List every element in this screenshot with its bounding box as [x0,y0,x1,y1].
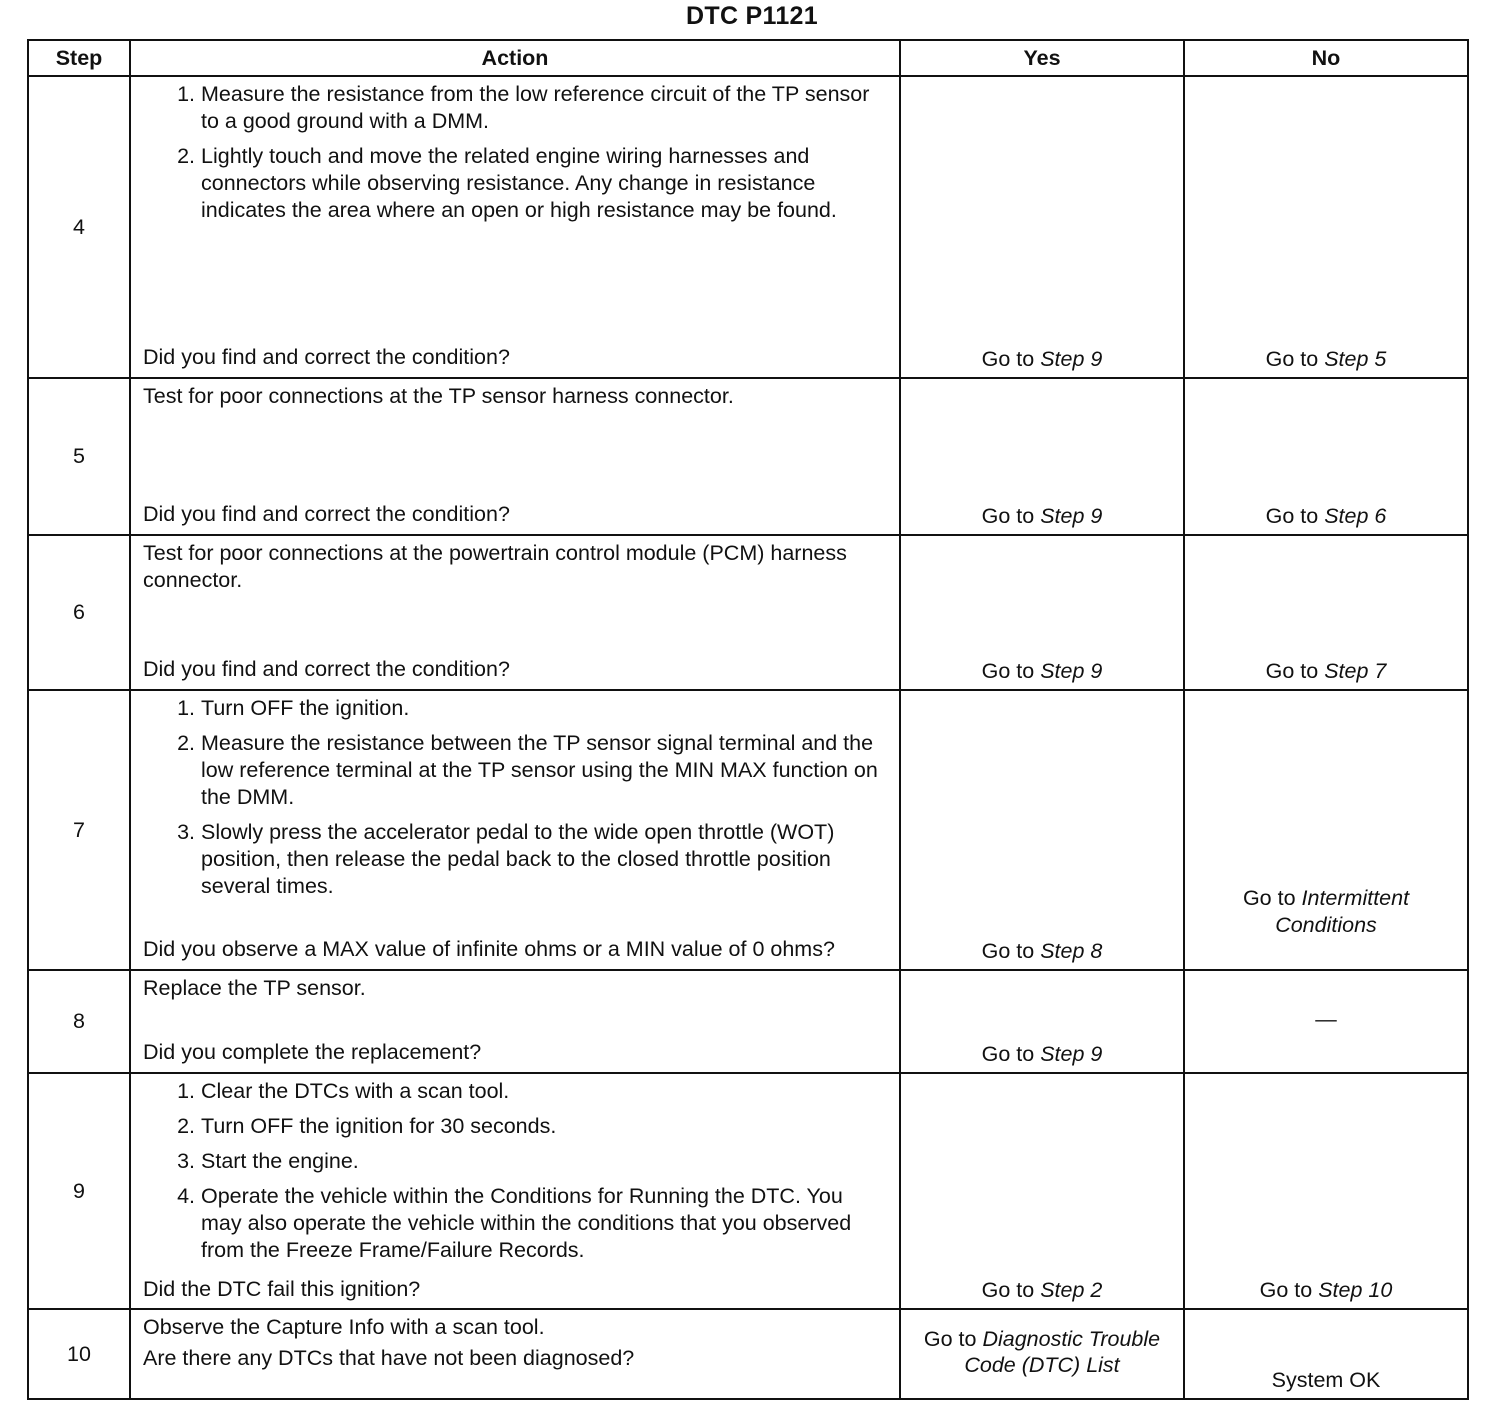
yes-target-link[interactable]: Step 9 [1040,1042,1103,1066]
action-cell [130,378,900,535]
table-row [28,378,1468,535]
step-number: 6 [28,535,130,690]
yes-cell [900,535,1184,690]
no-cell [1184,1073,1468,1309]
step-number: 7 [28,690,130,970]
action-list [143,1078,887,1272]
yes-cell [900,1309,1184,1399]
diagnostic-table [27,39,1469,1400]
go-to-label: Go to [981,347,1035,371]
yes-cell [900,76,1184,378]
yes-cell [900,970,1184,1073]
list-item: 1. Measure the resistance from the low reference circuit of the TP sensor to a good ground with a DMM. [201,81,887,135]
action-text: Test for poor connections at the TP sensor harness connector. [143,384,734,408]
list-item: 4. Operate the vehicle within the Conditions for Running the DTC. You may also operate the vehicle within the conditions that you observed from the Freeze Frame/Failure Records. [201,1183,887,1264]
action-text: Test for poor connections at the powertrain control module (PCM) harness connector. [143,541,847,592]
question: Did you find and correct the condition? [143,345,510,369]
yes-target-link[interactable]: Step 9 [1040,659,1103,683]
question: Did you find and correct the condition? [143,502,510,526]
step-number: 8 [28,970,130,1073]
go-to-label: Go to [1259,1278,1313,1302]
action-cell [130,970,900,1073]
no-target-link[interactable]: Step 6 [1324,504,1387,528]
go-to-label: Go to [981,939,1035,963]
question: Are there any DTCs that have not been diagnosed? [143,1346,635,1370]
step-number: 5 [28,378,130,535]
action-cell [130,76,900,378]
table-row [28,970,1468,1073]
no-cell: System OK [1184,1309,1468,1399]
header-action: Action [130,40,900,76]
action-list [143,81,887,232]
step-number: 9 [28,1073,130,1309]
action-cell [130,1073,900,1309]
step-number: 4 [28,76,130,378]
no-target-link[interactable]: Step 7 [1324,659,1387,683]
go-to-label: Go to [981,1278,1035,1302]
no-cell [1184,535,1468,690]
go-to-label: Go to [1265,659,1319,683]
no-cell [1184,378,1468,535]
no-cell: — [1184,970,1468,1073]
yes-target-link[interactable]: Step 2 [1040,1278,1103,1302]
header-yes: Yes [900,40,1184,76]
list-item: 1. Clear the DTCs with a scan tool. [201,1078,887,1105]
question: Did you find and correct the condition? [143,657,510,681]
no-target-link[interactable]: Step 10 [1318,1278,1393,1302]
list-item: 2. Turn OFF the ignition for 30 seconds. [201,1113,887,1140]
action-list [143,695,887,908]
go-to-label: Go to [1242,886,1296,910]
go-to-label: Go to [981,1042,1035,1066]
go-to-label: Go to [923,1327,977,1351]
yes-cell [900,690,1184,970]
no-target-link[interactable]: Step 5 [1324,347,1387,371]
table-header-row [28,40,1468,76]
page-title: DTC P1121 [686,2,818,30]
action-text: Observe the Capture Info with a scan tool. [143,1315,545,1339]
table-row [28,1073,1468,1309]
question: Did you observe a MAX value of infinite ohms or a MIN value of 0 ohms? [143,937,835,961]
action-text: Replace the TP sensor. [143,976,366,1000]
yes-cell [900,1073,1184,1309]
header-no: No [1184,40,1468,76]
no-cell [1184,76,1468,378]
table-row [28,1309,1468,1399]
question: Did you complete the replacement? [143,1040,482,1064]
no-cell [1184,690,1468,970]
table-row [28,690,1468,970]
list-item: 3. Start the engine. [201,1148,887,1175]
list-item: 2. Measure the resistance between the TP sensor signal terminal and the low reference terminal at the TP sensor using the MIN MAX function on the DMM. [201,730,887,811]
step-number: 10 [28,1309,130,1399]
yes-target-link[interactable]: Step 9 [1040,504,1103,528]
action-cell [130,1309,900,1399]
yes-target-link[interactable]: Step 9 [1040,347,1103,371]
table-row [28,535,1468,690]
table-row [28,76,1468,378]
list-item: 3. Slowly press the accelerator pedal to the wide open throttle (WOT) position, then release the pedal back to the closed throttle position several times. [201,819,887,900]
no-target-link[interactable]: Intermittent Conditions [1275,886,1410,937]
yes-target-link[interactable]: Diagnostic Trouble Code (DTC) List [964,1327,1161,1377]
action-cell [130,535,900,690]
action-cell [130,690,900,970]
go-to-label: Go to [1265,347,1319,371]
go-to-label: Go to [981,504,1035,528]
yes-cell [900,378,1184,535]
yes-target-link[interactable]: Step 8 [1040,939,1103,963]
list-item: 2. Lightly touch and move the related engine wiring harnesses and connectors while observing resistance. Any change in resistance indicates the area where an open or high resistance may be found. [201,143,887,224]
header-step: Step [28,40,130,76]
question: Did the DTC fail this ignition? [143,1277,421,1301]
go-to-label: Go to [1265,504,1319,528]
list-item: 1. Turn OFF the ignition. [201,695,887,722]
go-to-label: Go to [981,659,1035,683]
